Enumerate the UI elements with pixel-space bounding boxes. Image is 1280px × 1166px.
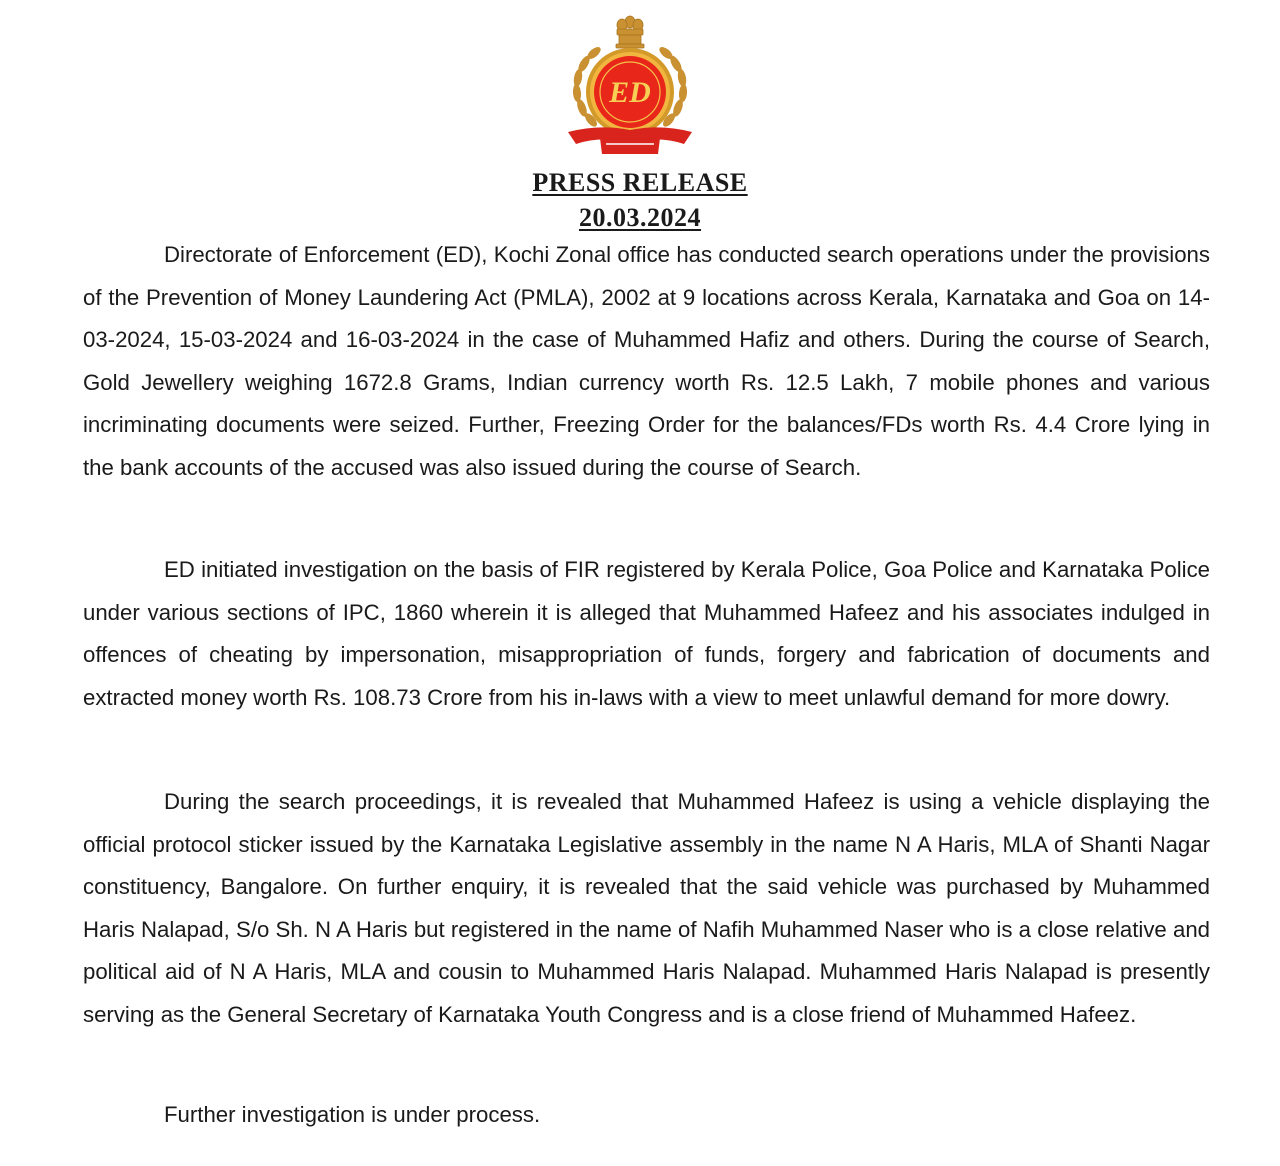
svg-text:ED: ED — [609, 76, 651, 109]
paragraph-investigation-basis: ED initiated investigation on the basis of FIR registered by Kerala Police, Goa Police and Karnataka Police under various sections of IPC, 1860 wherein it is alleged that Muhammed Hafeez and his associates indulged in offences of cheating by impersonation, misappropriation of funds, forgery and fabrication of documents and extracted money worth Rs. 108.73 Crore from his in-laws with a view to meet unlawful demand for more dowry. — [83, 557, 1210, 710]
lion-capital-icon — [616, 16, 644, 48]
press-release-heading: PRESS RELEASE — [532, 168, 748, 197]
enforcement-directorate-emblem-icon — [560, 8, 700, 160]
paragraph-vehicle-findings: During the search proceedings, it is revealed that Muhammed Hafeez is using a vehicle displaying the official protocol sticker issued by the Karnataka Legislative assembly in the name N A Haris, MLA of Shanti Nagar constituency, Bangalore. On further enquiry, it is revealed that the said vehicle was purchased by Muhammed Haris Nalapad, S/o Sh. N A Haris but registered in the name of Nafih Muhammed Naser who is a close relative and political aid of N A Haris, MLA and cousin to Muhammed Haris Nalapad. Muhammed Haris Nalapad is presently serving as the General Secretary of Karnataka Youth Congress and is a close friend of Muhammed Hafeez. — [83, 789, 1210, 1027]
paragraph-search-operations: Directorate of Enforcement (ED), Kochi Zonal office has conducted search operations under the provisions of the Prevention of Money Laundering Act (PMLA), 2002 at 9 locations across Kerala, Karnataka and Goa on 14- 03-2024, 15-03-2024 and 16-03-2024 in the case of Muhammed Hafiz and others. During the course of Search, Gold Jewellery weighing 1672.8 Grams, Indian currency worth Rs. 12.5 Lakh, 7 mobile phones and various incriminating documents were seized. Further, Freezing Order for the balances/FDs worth Rs. 4.4 Crore lying in the bank accounts of the accused was also issued during the course of Search. — [83, 242, 1210, 480]
press-release-date: 20.03.2024 — [579, 203, 701, 232]
paragraph-further-investigation: Further investigation is under process. — [164, 1102, 541, 1127]
